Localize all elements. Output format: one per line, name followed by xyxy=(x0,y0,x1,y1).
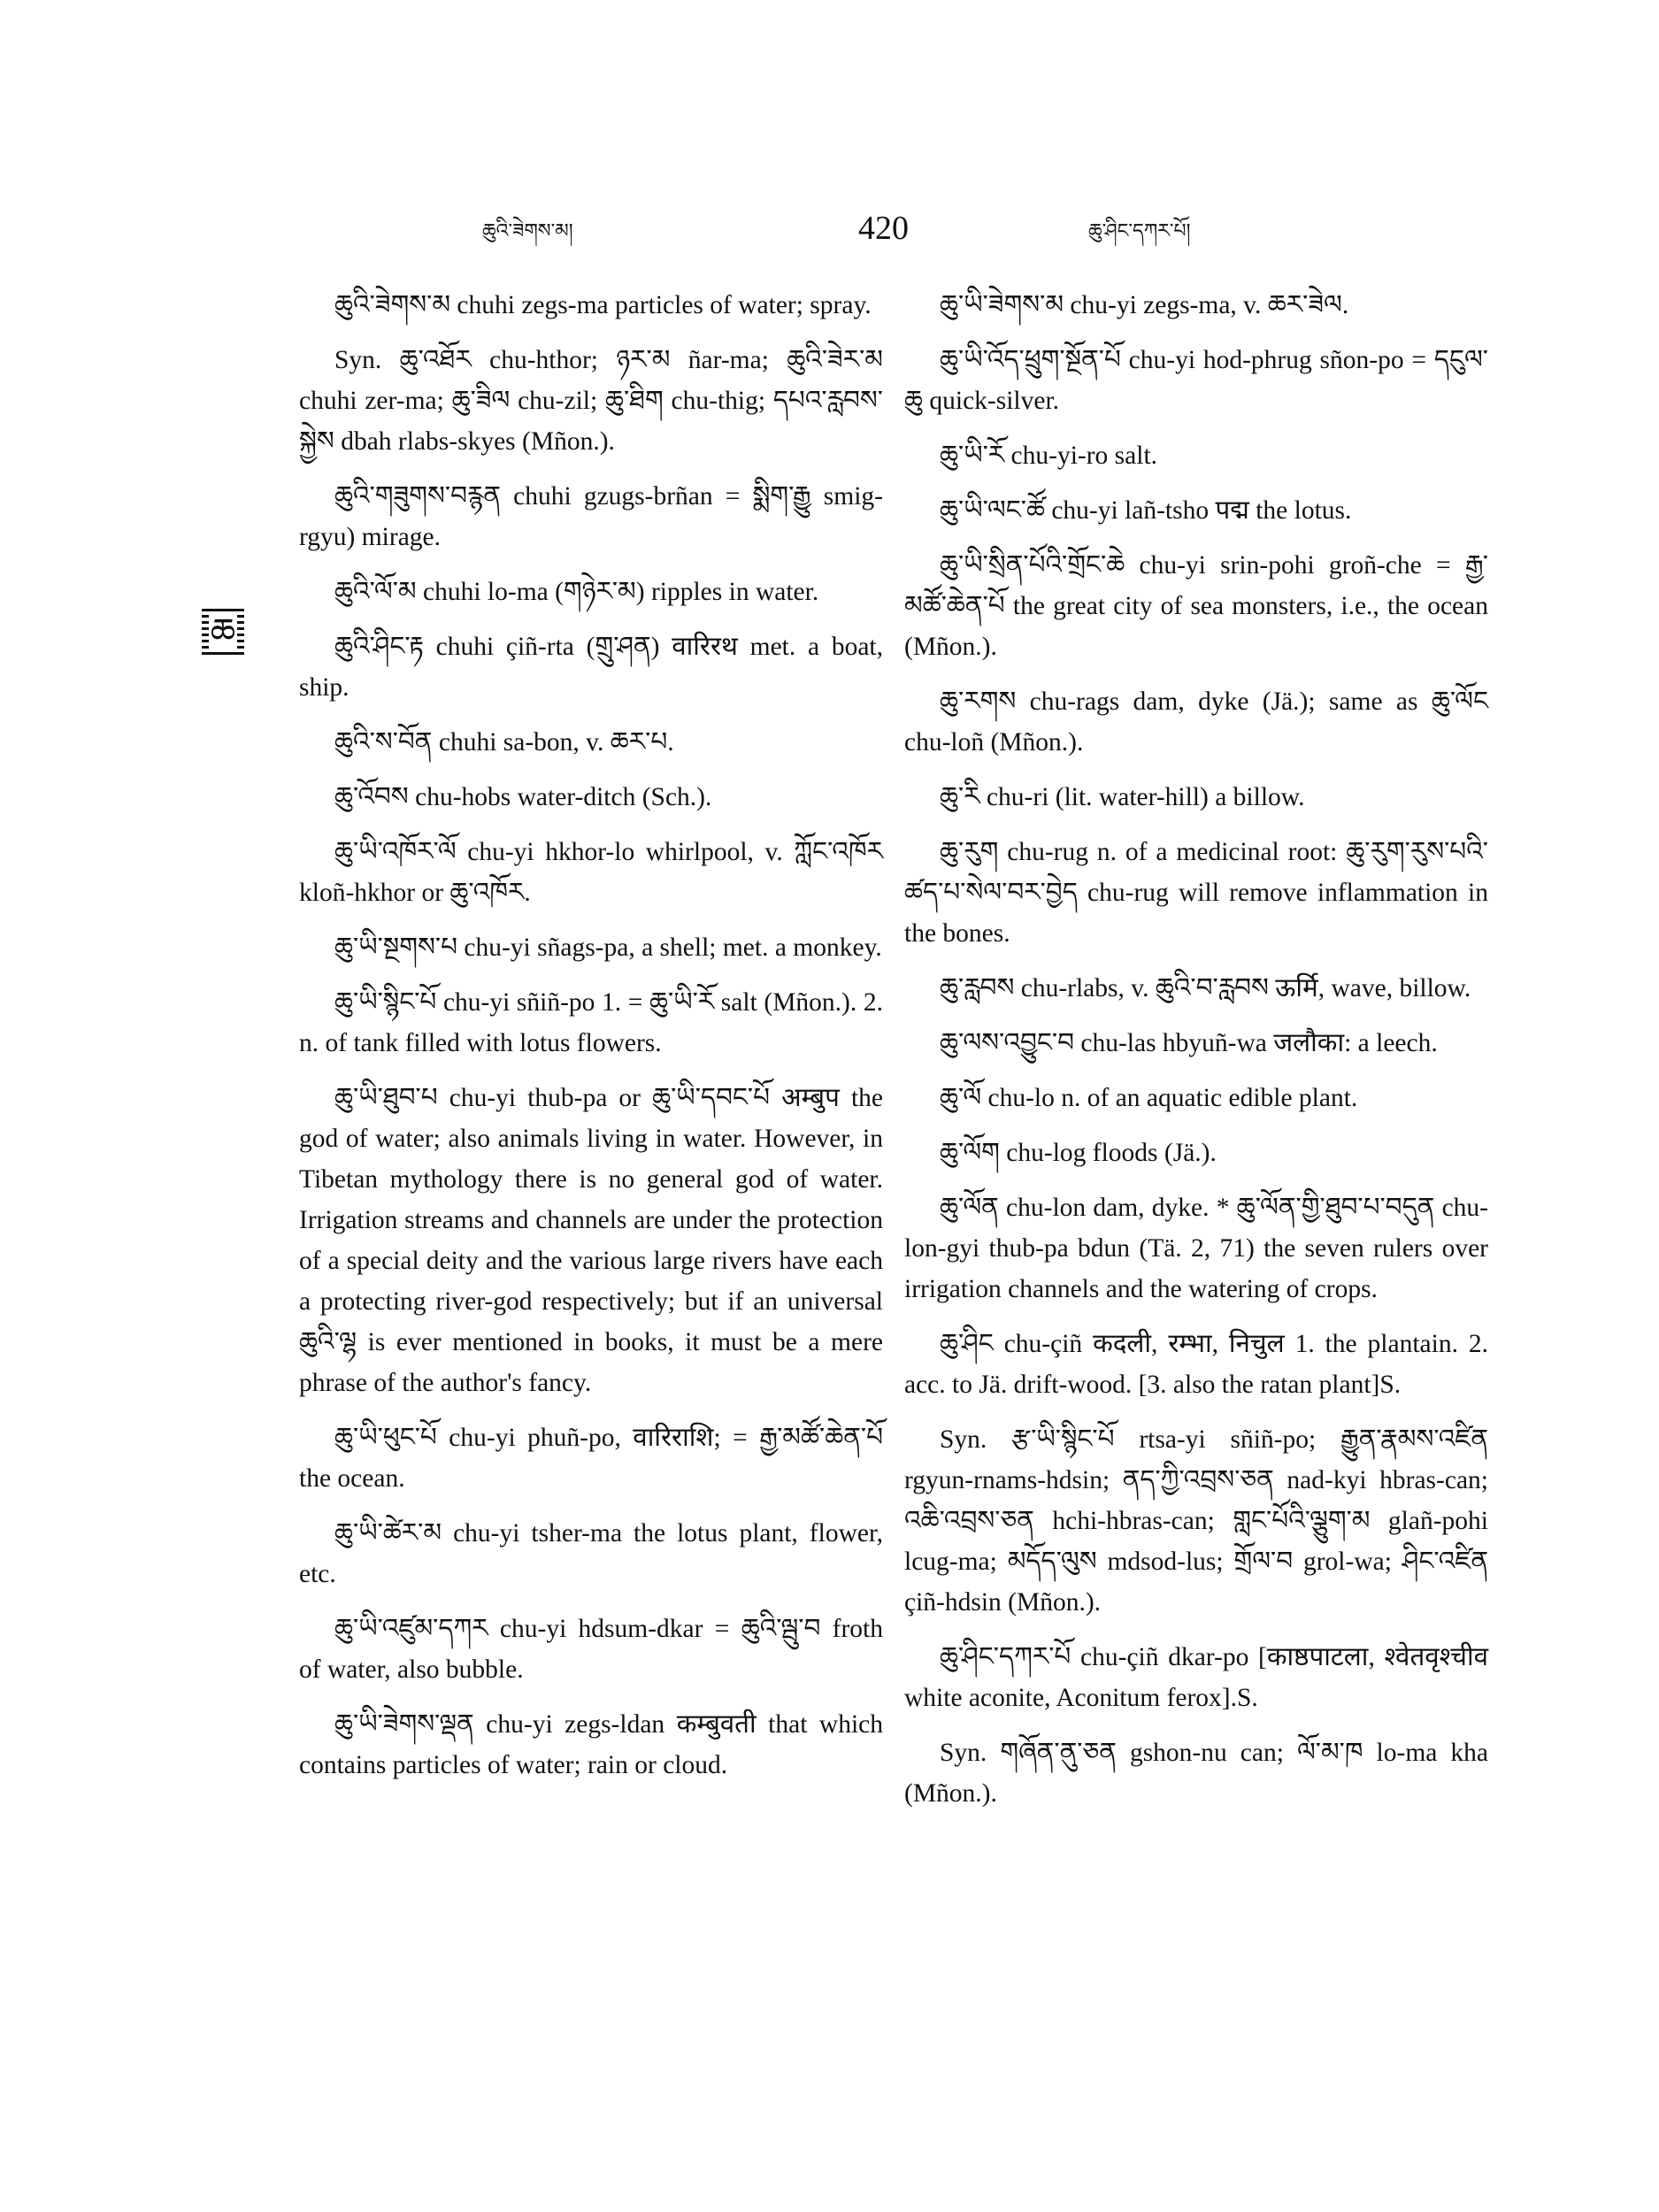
page-header xyxy=(292,209,1478,262)
dictionary-entry: ཆུ་ཡི་ཕུང་པོ chu-yi phuñ-po, वारिराशि; = རྒྱ་མཚོ་ཆེན་པོ the ocean. xyxy=(299,1424,883,1493)
dictionary-entry: ཆུ་ཤིང་དཀར་པོ chu-çiñ dkar-po [काष्ठपाटला, श्वेतवृश्चीव white aconite, Aconitum ferox].S. xyxy=(904,1643,1488,1712)
margin-letter-mark: ཆ xyxy=(202,609,244,655)
dictionary-entry: ཆུའི་ས་བོན chuhi sa-bon, v. ཆར་པ. xyxy=(334,728,674,757)
dictionary-entry: ཆུ་ཡི་ཐུབ་པ chu-yi thub-pa or ཆུ་ཡི་དབང་པོ अम्बुप the god of water; also animals living in water. However, in Tibetan mythology there is no general god of water. Irrigation streams and channels are under the protection of a special deity and the various large rivers have each a protecting river-god respectively; but if an universal ཆུའི་ལྷ is ever mentioned in books, it must be a mere phrase of the author's fancy. xyxy=(299,1084,883,1397)
dictionary-entry: ཆུ་ཡི་ཚེར་མ chu-yi tsher-ma the lotus plant, flower, etc. xyxy=(299,1519,883,1588)
dictionary-entry: ཆུ་འོབས chu-hobs water-ditch (Sch.). xyxy=(334,783,712,811)
dictionary-entry: ཆུ་ཡི་ཟེགས་ལྡན chu-yi zegs-ldan कम्बुवती that which contains particles of water; rain or cloud. xyxy=(299,1710,883,1779)
dictionary-entry: ཆུ་ལས་འབྱུང་བ chu-las hbyuñ-wa जलौका: a leech. xyxy=(940,1029,1438,1057)
dictionary-entry: ཆུ་ཡི་རོ chu-yi-ro salt. xyxy=(940,442,1158,470)
dictionary-entry: ཆུ་ཡི་ལང་ཚོ chu-yi lañ-tsho पद्म the lotus. xyxy=(940,496,1352,525)
header-right-guideword: ཆུ་ཤིང་དཀར་པོ། xyxy=(1088,220,1191,242)
dictionary-entry: ཆུ་ཡི་འཁོར་ལོ chu-yi hkhor-lo whirlpool, v. ཀློང་འཁོར kloñ-hkhor or ཆུ་འཁོར. xyxy=(299,838,883,907)
dictionary-entry: ཆུ་ལོག chu-log floods (Jä.). xyxy=(940,1139,1217,1167)
dictionary-entry: ཆུའི་གཟུགས་བརྙན chuhi gzugs-brñan = སྨིག་རྒྱུ smig-rgyu) mirage. xyxy=(299,482,883,551)
dictionary-entry: Syn. རྩ་ཡི་སྙིང་པོ rtsa-yi sñiñ-po; རྒྱུན་རྣམས་འཛིན rgyun-rnams-hdsin; ནད་ཀྱི་འབྲས་ཅན nad-kyi hbras-can; འཆི་འབྲས་ཅན hchi-hbras-can; གླང་པོའི་ལྕུག་མ glañ-pohi lcug-ma; མདོད་ལུས mdsod-lus; གྲོལ་བ grol-wa; ཤིང་འཛིན çiñ-hdsin (Mñon.). xyxy=(904,1425,1488,1617)
dictionary-entry: ཆུ་ཡི་སྙིང་པོ chu-yi sñiñ-po 1. = ཆུ་ཡི་རོ salt (Mñon.). 2. n. of tank filled with lotus flowers. xyxy=(299,988,883,1057)
dictionary-entry: ཆུ་རི chu-ri (lit. water-hill) a billow. xyxy=(940,783,1305,811)
header-left-guideword: ཆུའི་ཟེགས་མ། xyxy=(482,220,573,242)
dictionary-entry: ཆུ་ཡི་སྔགས་པ chu-yi sñags-pa, a shell; met. a monkey. xyxy=(334,933,882,962)
dictionary-entry: ཆུ་རུག chu-rug n. of a medicinal root: ཆུ་རུག་རུས་པའི་ཚད་པ་སེལ་བར་བྱེད chu-rug will remove inflammation in the bones. xyxy=(904,838,1488,948)
right-column xyxy=(904,285,1488,1828)
dictionary-entry: ཆུའི་ཟེགས་མ chuhi zegs-ma particles of water; spray. xyxy=(334,291,872,319)
dictionary-entry: ཆུའི་ཤིང་རྟ chuhi çiñ-rta (གྲུ་ཤན) वारिरथ met. a boat, ship. xyxy=(299,633,883,702)
dictionary-entry: ཆུ་ཡི་ཟེགས་མ chu-yi zegs-ma, v. ཆར་ཟེལ. xyxy=(940,291,1349,319)
dictionary-entry: ཆུ་ལོ chu-lo n. of an aquatic edible plant. xyxy=(940,1084,1358,1112)
dictionary-entry: ཆུ་ཤིང chu-çiñ कदली, रम्भा, निचुल 1. the plantain. 2. acc. to Jä. drift-wood. [3. also the ratan plant]S. xyxy=(904,1330,1488,1399)
dictionary-entry: Syn. གཞོན་ནུ་ཅན gshon-nu can; ལོ་མ་ཁ lo-ma kha (Mñon.). xyxy=(904,1739,1488,1808)
dictionary-entry: Syn. ཆུ་འཐོར chu-hthor; ཉར་མ ñar-ma; ཆུའི་ཟེར་མ chuhi zer-ma; ཆུ་ཟིལ chu-zil; ཆུ་ཐིག chu-thig; དཔའ་རླབས་སྐྱེས dbah rlabs-skyes (Mñon.). xyxy=(299,346,883,456)
dictionary-entry: ཆུ་ལོན chu-lon dam, dyke. * ཆུ་ལོན་གྱི་ཐུབ་པ་བདུན chu-lon-gyi thub-pa bdun (Tä. 2, 71) the seven rulers over irrigation channels and the watering of crops. xyxy=(904,1194,1488,1303)
page-number: 420 xyxy=(858,210,909,247)
left-column xyxy=(299,285,883,1800)
dictionary-entry: ཆུ་ཡི་སྲིན་པོའི་གྲོང་ཆེ chu-yi srin-pohi groñ-che = རྒྱ་མཚོ་ཆེན་པོ the great city of sea monsters, i.e., the ocean (Mñon.). xyxy=(904,551,1488,661)
dictionary-entry: ཆུ་ཡི་འོད་ཕྲུག་སྔོན་པོ chu-yi hod-phrug sñon-po = དངུལ་ཆུ quick-silver. xyxy=(904,346,1488,415)
dictionary-entry: ཆུ་ཡི་འཛུམ་དཀར chu-yi hdsum-dkar = ཆུའི་ལྦུ་བ froth of water, also bubble. xyxy=(299,1615,883,1684)
dictionary-entry: ཆུ་རགས chu-rags dam, dyke (Jä.); same as ཆུ་ལོང chu-loñ (Mñon.). xyxy=(904,687,1488,757)
dictionary-entry: ཆུ་རླབས chu-rlabs, v. ཆུའི་བ་རླབས ऊर्मि, wave, billow. xyxy=(940,974,1471,1002)
dictionary-entry: ཆུའི་ལོ་མ chuhi lo-ma (གཉེར་མ) ripples in water. xyxy=(334,578,819,606)
